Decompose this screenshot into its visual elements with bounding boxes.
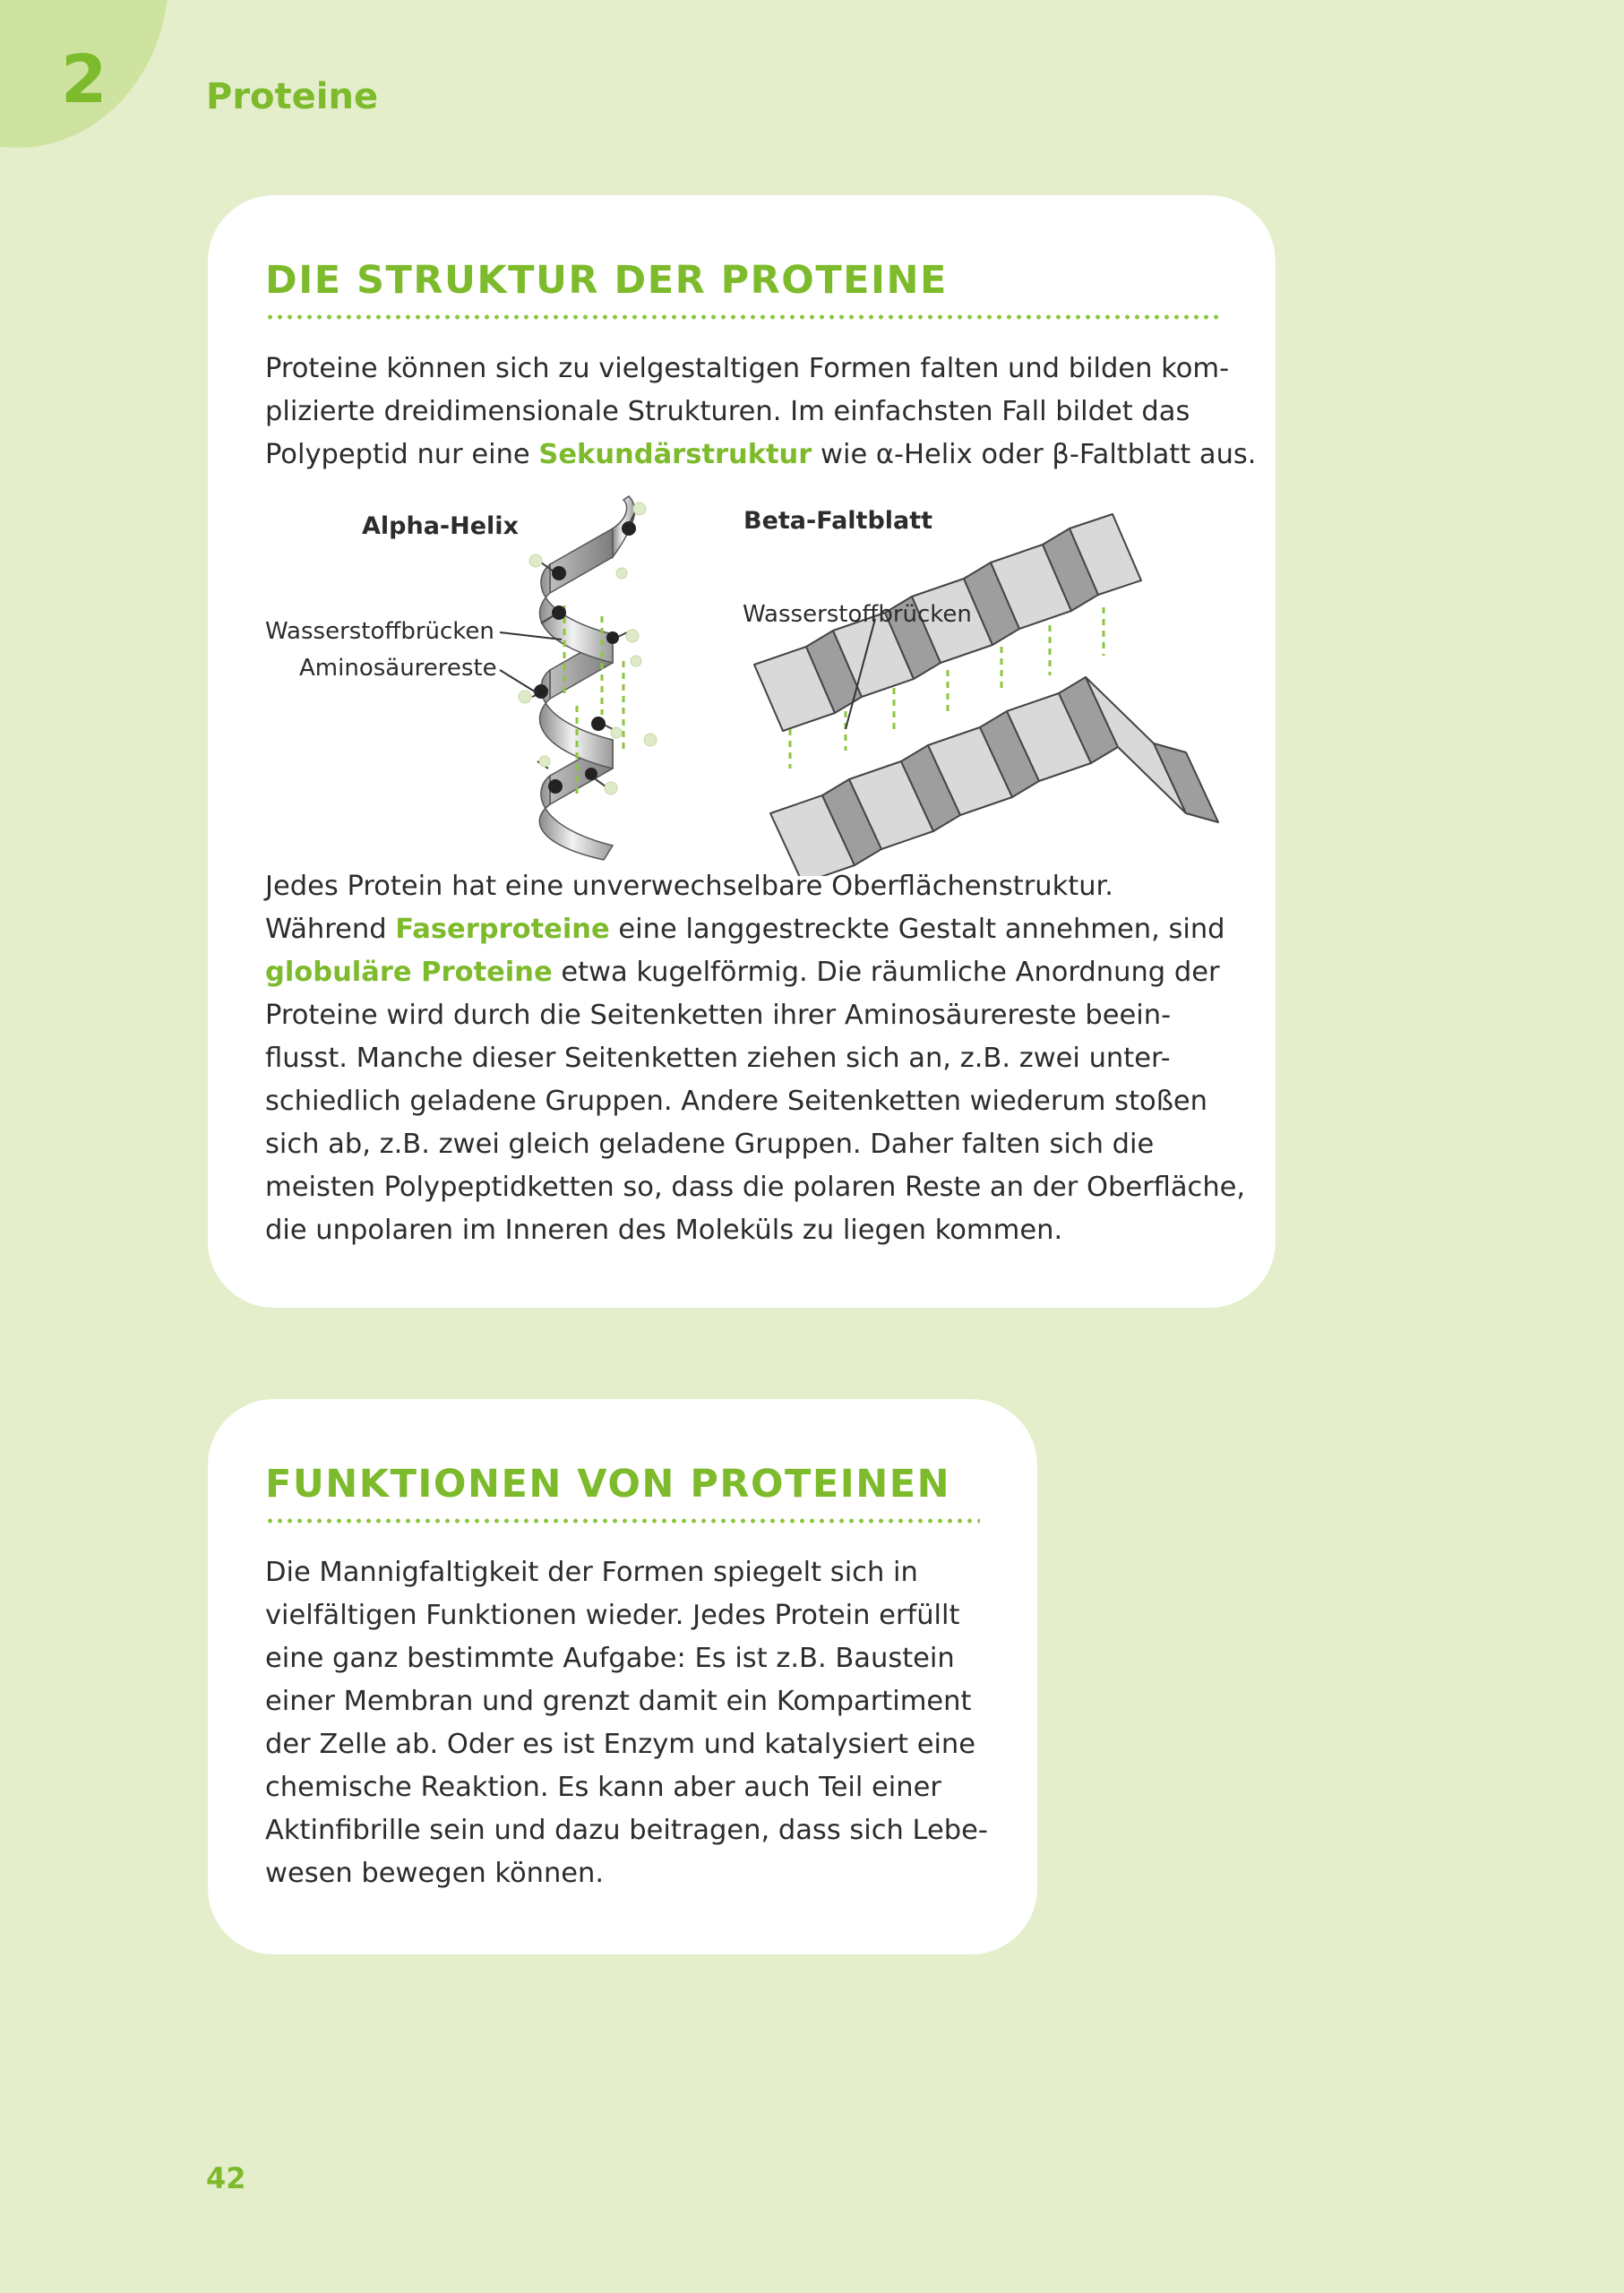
structure-card [208,195,1276,1308]
text-segment: sich ab, z.B. zwei gleich geladene Gruppen. Daher falten sich die [265,1129,1155,1160]
heading-divider [265,1518,980,1524]
functions-card [208,1399,1037,1954]
text-line [265,1680,988,1723]
text-line [265,1209,1245,1252]
text-segment: flusst. Manche dieser Seitenketten ziehen sich an, z.B. zwei unter- [265,1043,1171,1074]
text-line [265,1594,988,1637]
alpha-helix-diagram [500,496,657,860]
chapter-title: Proteine [206,76,379,117]
text-segment: plizierte dreidimensionale Strukturen. Im einfachsten Fall bildet das [265,396,1190,427]
text-line [265,1080,1245,1123]
structure-body-paragraph [265,865,1245,1252]
text-segment: Polypeptid nur eine [265,439,539,470]
beta-sheet-diagram [754,514,1218,876]
text-segment: Während [265,914,396,945]
section-heading-functions: FUNKTIONEN VON PROTEINEN [265,1462,951,1507]
text-line [265,908,1245,951]
highlighted-term: Sekundärstruktur [538,439,812,470]
section-heading-structure: DIE STRUKTUR DER PROTEINE [265,258,948,303]
label-hydrogen-bonds-helix: Wasserstoffbrücken [265,618,494,645]
text-segment: einer Membran und grenzt damit ein Kompartiment [265,1686,972,1717]
functions-body-paragraph [265,1551,988,1895]
alpha-helix-title: Alpha-Helix [362,512,519,540]
text-segment: wie α-Helix oder β-Faltblatt aus. [812,439,1257,470]
text-line [265,1852,988,1895]
text-segment: Jedes Protein hat eine unverwechselbare Oberflächenstruktur. [265,871,1113,902]
text-segment: schiedlich geladene Gruppen. Andere Seitenketten wiederum stoßen [265,1086,1207,1117]
text-line [265,1123,1245,1166]
text-line [265,1551,988,1594]
text-segment: vielfältigen Funktionen wieder. Jedes Protein erfüllt [265,1600,960,1631]
text-segment: wesen bewegen können. [265,1858,605,1889]
beta-sheet-title: Beta-Faltblatt [743,507,933,535]
page-number: 42 [206,2161,246,2195]
text-segment: Aktinfibrille sein und dazu beitragen, dass sich Lebe- [265,1815,988,1846]
text-segment: meisten Polypeptidketten so, dass die polaren Reste an der Oberfläche, [265,1172,1246,1203]
label-hydrogen-bonds-sheet: Wasserstoffbrücken [743,601,972,628]
text-line [265,1166,1245,1209]
chapter-number: 2 [61,41,107,118]
text-segment: eine ganz bestimmte Aufgabe: Es ist z.B. Baustein [265,1643,955,1674]
text-line [265,951,1245,994]
text-segment: der Zelle ab. Oder es ist Enzym und katalysiert eine [265,1729,976,1760]
text-segment: Proteine können sich zu vielgestaltigen Formen falten und bilden kom- [265,353,1230,384]
text-segment: eine langgestreckte Gestalt annehmen, sind [609,914,1225,945]
highlighted-term: globuläre Proteine [265,957,553,988]
text-line [265,1766,988,1809]
label-amino-acid-residues: Aminosäurereste [299,655,497,682]
text-segment: Proteine wird durch die Seitenketten ihrer Aminosäurereste beein- [265,1000,1172,1031]
text-line [265,1723,988,1766]
text-segment: die unpolaren im Inneren des Moleküls zu liegen kommen. [265,1215,1063,1246]
text-line [265,1037,1245,1080]
text-segment: Die Mannigfaltigkeit der Formen spiegelt sich in [265,1557,918,1588]
text-segment: chemische Reaktion. Es kann aber auch Teil einer [265,1772,941,1803]
text-line [265,1637,988,1680]
text-line [265,994,1245,1037]
text-line [265,865,1245,908]
highlighted-term: Faserproteine [395,914,610,945]
text-line [265,1809,988,1852]
text-segment: etwa kugelförmig. Die räumliche Anordnung der [552,957,1220,988]
